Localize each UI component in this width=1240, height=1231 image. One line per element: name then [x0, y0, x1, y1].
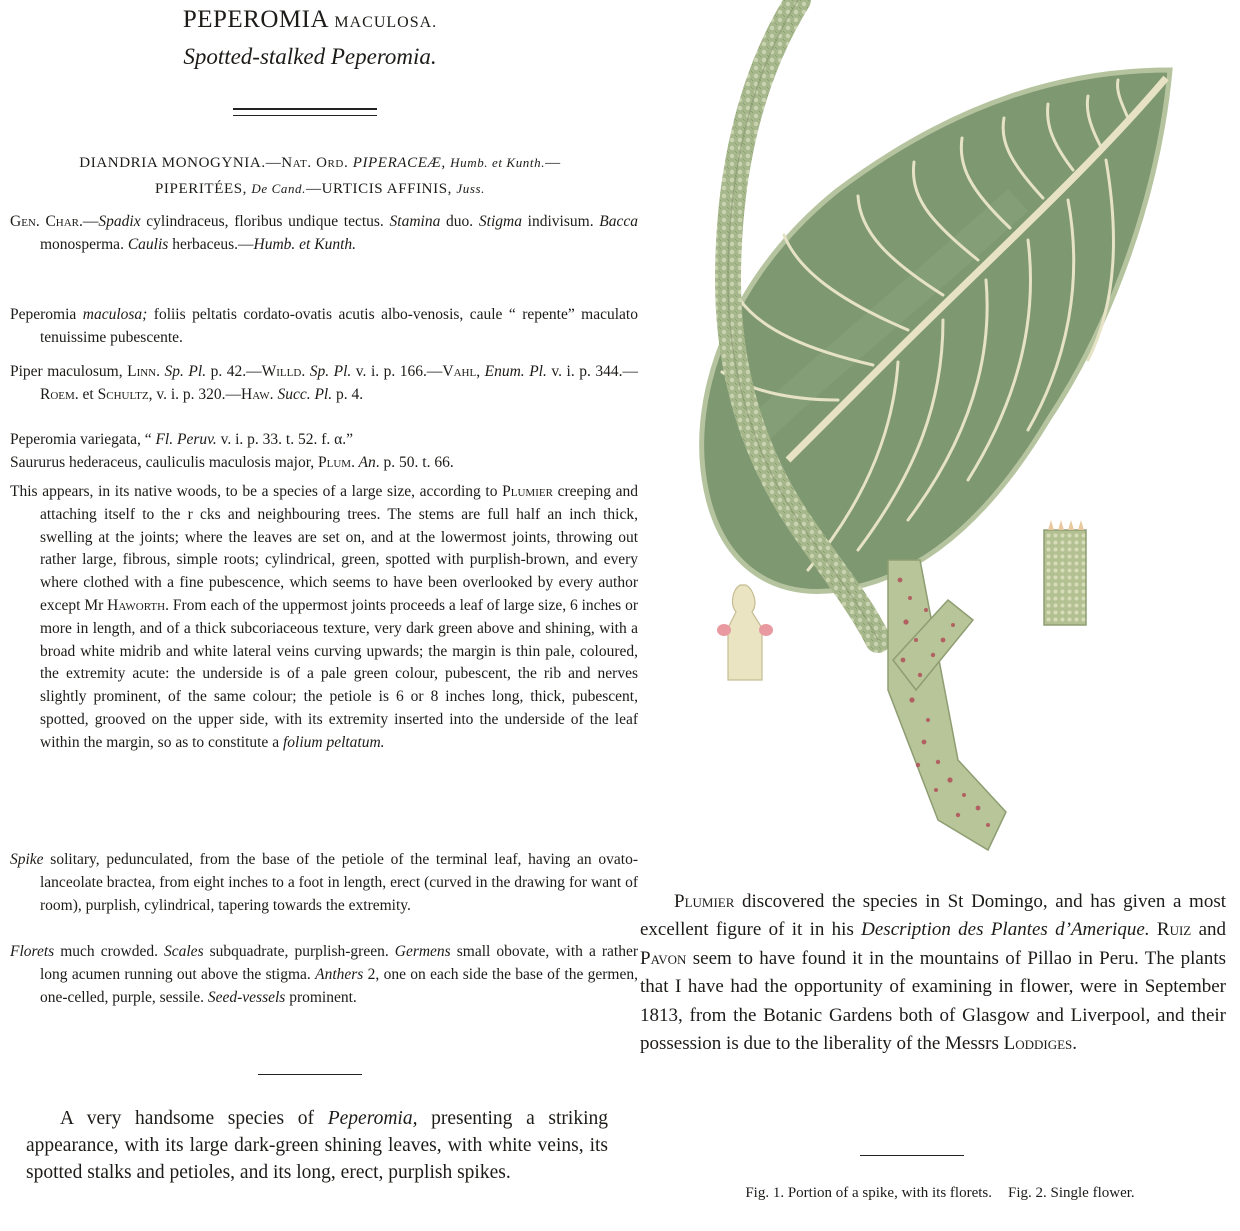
- genus-name: PEPEROMIA: [182, 6, 328, 33]
- fig1-caption: Fig. 1. Portion of a spike, with its florets.: [745, 1185, 992, 1201]
- classification-line-1: [22, 150, 618, 176]
- nat-ord-label: —Nat. Ord.: [265, 155, 349, 171]
- tribe-name: PIPERITÉES,: [154, 181, 248, 197]
- order-name: PIPERACEÆ,: [352, 155, 446, 171]
- order-authority: Humb. et Kunth.: [450, 155, 546, 170]
- dash: —: [545, 155, 561, 171]
- class-name: DIANDRIA MONOGYNIA.: [79, 155, 266, 171]
- anther-left: [717, 624, 731, 636]
- common-name: Spotted-stalked Peperomia.: [183, 44, 437, 69]
- species-name: MACULOSA.: [334, 14, 438, 31]
- spike-portion-figure: [1044, 520, 1086, 625]
- page-title: [0, 6, 620, 34]
- figure-caption: [640, 1185, 1240, 1202]
- florets-paragraph: Florets much crowded. Scales subquadrate, purplish-green. Germens small obovate, with a rather long acumen running out above the stigma. Anthers 2, one on each side the base of the germen, one-celled, purple, sessile. Seed-vessels prominent.: [10, 943, 638, 1006]
- title-divider: [233, 108, 377, 116]
- classification-line-2: [22, 176, 618, 202]
- species-diagnosis: Peperomia maculosa; foliis peltatis cordato-ovatis acutis albo-venosis, caule “ repente” maculato tenuissime pubescente.: [10, 306, 638, 346]
- spotted-stem: [888, 560, 1006, 850]
- description-paragraph: This appears, in its native woods, to be a species of a large size, according to Plumier creeping and attaching itself to the r cks and neighbouring trees. The stems are full half an inch thick, swelling at the joints; where the leaves are set on, and at the lowermost joints, throwing out rather large, fibrous, simple roots; cylindrical, green, spotted with purplish-brown, and every where clothed with a fine pubescence, which seems to have been overlooked by every author except Mr Haworth. From each of the uppermost joints proceeds a leaf of large size, 6 inches or more in length, and of a thick subcoriaceous texture, very dark green above and shining, with a broad white midrib and white lateral veins curving upwards; the margin is thin pale, coloured, the extremity acute: the underside is of a pale green colour, pubescent, the rib and nerves slightly prominent, of the same colour; the petiole is 6 or 8 inches long, thick, pubescent, spotted, grooved on the upper side, with its extremity inserted into the underside of the leaf within the margin, so as to constitute a folium peltatum.: [10, 483, 639, 751]
- botanical-plate: [688, 0, 1240, 880]
- single-flower-figure: [717, 585, 773, 680]
- synonym-piper-maculosum: Piper maculosum, Linn. Sp. Pl. p. 42.—Willd. Sp. Pl. v. i. p. 166.—Vahl, Enum. Pl. v. i. p. 344.—Roem. et Schultz, v. i. p. 320.—Haw. Succ. Pl. p. 4.: [10, 363, 638, 403]
- generic-character: Gen. Char.—Spadix cylindraceus, floribus undique tectus. Stamina duo. Stigma indivisum. Bacca monosperma. Caulis herbaceus.—Humb. et Kunth.: [10, 213, 639, 253]
- classification-block: [22, 150, 618, 202]
- remark-paragraph: A very handsome species of Peperomia, presenting a striking appearance, with its large dark-green shining leaves, with white veins, its spotted stalks and petioles, and its long, erect, purplish spikes.: [26, 1108, 608, 1183]
- plumier-paragraph: Plumier discovered the species in St Domingo, and has given a most excellent figure of it in his Description des Plantes d’Amerique. Ruiz and Pavon seem to have found it in the mountains of Pillao in Peru. The plants that I have had the opportunity of examining in flower, were in September 1813, from the Botanic Gardens both of Glasgow and Liverpool, and their possession is due to the liberality of the Messrs Loddiges.: [640, 891, 1226, 1055]
- synonym-saururus-hederaceus: Saururus hederaceus, cauliculis maculosis major, Plum. An. p. 50. t. 66.: [10, 454, 454, 471]
- section-divider: [258, 1074, 362, 1075]
- anther-right: [759, 624, 773, 636]
- caption-divider: [860, 1155, 964, 1156]
- fig2-caption: Fig. 2. Single flower.: [1008, 1185, 1135, 1201]
- synonym-peperomia-variegata: Peperomia variegata, “ Fl. Peruv. v. i. p. 33. t. 52. f. α.”: [10, 431, 354, 448]
- spike-paragraph: Spike solitary, pedunculated, from the base of the petiole of the terminal leaf, having an ovato-lanceolate bractea, from eight inches to a foot in length, erect (curved in the drawing for want of room), purplish, cylindrical, tapering towards the extremity.: [10, 851, 638, 914]
- affinity-authority: Juss.: [456, 181, 486, 196]
- tribe-authority: De Cand.: [251, 181, 307, 196]
- affinity-name: —URTICIS AFFINIS,: [306, 181, 453, 197]
